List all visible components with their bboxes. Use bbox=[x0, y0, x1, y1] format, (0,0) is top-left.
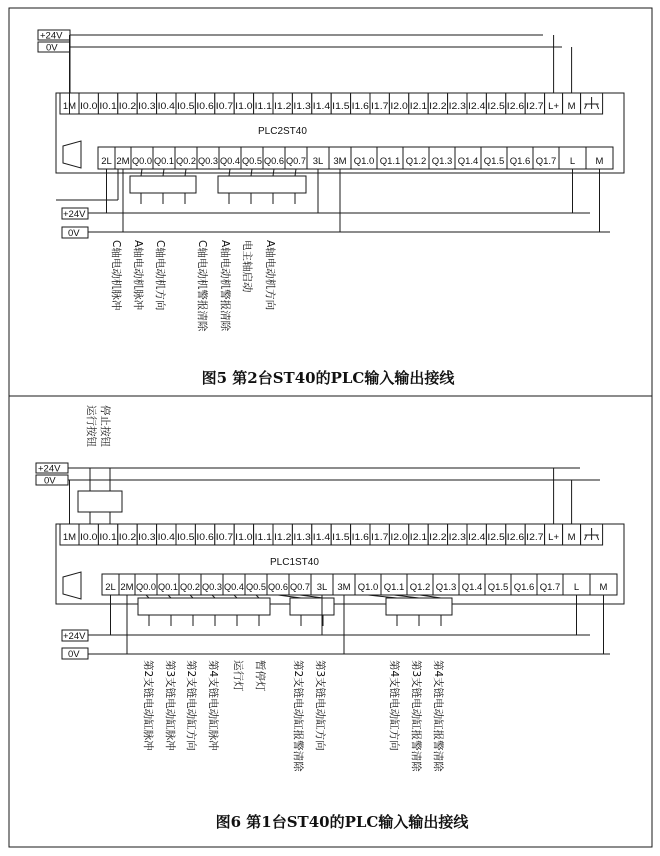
f5-bottom-terminal-label: L bbox=[569, 156, 576, 167]
f5-bottom-terminal-label: 3M bbox=[333, 156, 347, 167]
f5-lower-rail-plus-label: +24V bbox=[63, 209, 86, 220]
figure5-frame bbox=[9, 8, 652, 396]
f5-output-load-group-2 bbox=[218, 176, 306, 193]
f6-top-terminal-label: I0.6 bbox=[196, 532, 214, 543]
f5-top-terminal-label: I0.0 bbox=[80, 101, 98, 112]
f6-bottom-terminal-label: Q1.5 bbox=[487, 582, 509, 593]
f6-bottom-terminal-label: 2M bbox=[120, 582, 134, 593]
f5-top-terminal-label: I2.2 bbox=[429, 101, 447, 112]
f6-top-terminal-label: I1.3 bbox=[293, 532, 311, 543]
f5-top-terminal-label: I0.2 bbox=[118, 101, 137, 112]
f6-top-terminal-label: I2.4 bbox=[468, 532, 486, 543]
f5-lower-rail-zero-label: 0V bbox=[68, 228, 80, 239]
f6-signal-label: 运行灯 bbox=[232, 660, 244, 692]
f6-input-devices bbox=[78, 491, 122, 512]
f6-bottom-terminal-label: Q1.1 bbox=[383, 582, 405, 593]
f5-top-terminal-label: I1.2 bbox=[274, 101, 292, 112]
f5-signal-label: C轴电动机方向 bbox=[154, 240, 166, 311]
f5-bottom-terminal-label: Q1.7 bbox=[535, 156, 557, 167]
f6-top-terminal-label: I0.5 bbox=[177, 532, 195, 543]
f5-bottom-terminal-label: 2L bbox=[101, 156, 112, 167]
f5-top-terminal-label: I2.6 bbox=[506, 101, 525, 112]
f6-signal-label: 第3支链电动缸报警清除 bbox=[410, 660, 422, 772]
f5-bottom-terminal-label: Q1.6 bbox=[509, 156, 531, 167]
f6-top-terminal-label: I2.7 bbox=[526, 532, 544, 543]
f6-bottom-terminal-label: Q0.1 bbox=[158, 582, 178, 593]
f6-output-load-group-2 bbox=[290, 598, 334, 615]
f6-rail-zero-label: 0V bbox=[44, 475, 56, 487]
f5-top-terminal-label: I2.1 bbox=[409, 101, 428, 112]
f5-top-terminal-label: I2.3 bbox=[448, 101, 466, 112]
f5-bottom-terminal-label: Q0.5 bbox=[242, 156, 262, 167]
f6-caption: 图6 第1台ST40的PLC输入输出接线 bbox=[215, 813, 469, 831]
f5-top-terminal-label: I1.0 bbox=[235, 101, 253, 112]
f6-bottom-terminal-label: Q0.0 bbox=[136, 582, 156, 593]
f5-top-terminal-label: I0.4 bbox=[157, 101, 175, 112]
f5-signal-label: C轴电动机警报清除 bbox=[196, 240, 208, 332]
f6-top-terminal-label: I1.1 bbox=[254, 532, 272, 543]
f6-top-terminal-strip bbox=[60, 524, 581, 545]
f6-top-terminal-label: I1.6 bbox=[351, 532, 369, 543]
f5-bottom-terminal-label: Q1.0 bbox=[353, 156, 375, 167]
f6-top-terminal-label: I2.1 bbox=[409, 532, 428, 543]
f6-signal-label: 第2支链电动缸方向 bbox=[185, 660, 197, 751]
f6-top-terminal-label: I0.2 bbox=[118, 532, 137, 543]
f5-bottom-terminal-label: Q0.7 bbox=[286, 156, 306, 167]
f6-signal-label: 第2支链电动缸报警清除 bbox=[292, 660, 304, 772]
f6-bottom-terminal-label: Q0.7 bbox=[290, 582, 310, 593]
f5-bottom-terminal-strip bbox=[98, 147, 613, 169]
f5-top-terminal-label: I2.5 bbox=[487, 101, 505, 112]
f6-bottom-terminal-label: Q0.2 bbox=[180, 582, 200, 593]
f5-top-terminal-label: I0.7 bbox=[215, 101, 234, 112]
f6-top-terminal-label: I0.3 bbox=[138, 532, 156, 543]
f6-bottom-terminal-label: Q1.6 bbox=[513, 582, 535, 593]
f5-top-terminal-label: I0.1 bbox=[99, 101, 117, 112]
load-group-frame bbox=[290, 598, 334, 615]
f6-bottom-terminal-label: Q1.2 bbox=[409, 582, 431, 593]
f6-lower-rail-zero-label: 0V bbox=[68, 649, 80, 660]
f6-bottom-terminal-label: Q1.0 bbox=[357, 582, 379, 593]
f5-top-terminal-label: I2.4 bbox=[468, 101, 486, 112]
f6-bottom-terminal-label: Q0.4 bbox=[224, 582, 244, 593]
f6-top-terminal-label: I1.4 bbox=[312, 532, 331, 543]
f6-signal-label: 第4支链电动缸脉冲 bbox=[207, 660, 219, 751]
f6-input-device-frame bbox=[78, 491, 122, 512]
f5-signal-label: A轴电动机方向 bbox=[264, 240, 276, 311]
f5-rail-plus-label: +24V bbox=[40, 30, 63, 42]
f5-bottom-terminal-label: Q1.1 bbox=[379, 156, 401, 167]
f5-bottom-terminal-label: 2M bbox=[116, 156, 130, 167]
f5-signal-label: A轴电动机脉冲 bbox=[132, 240, 144, 311]
f6-top-terminal-label: I2.2 bbox=[429, 532, 447, 543]
f6-bottom-terminal-label: 3M bbox=[337, 582, 351, 593]
f5-rail-zero-label: 0V bbox=[46, 42, 58, 54]
f5-top-terminal-strip bbox=[60, 93, 581, 114]
f5-top-terminal-label: I1.3 bbox=[293, 101, 311, 112]
f5-bottom-terminal-label: Q0.6 bbox=[264, 156, 284, 167]
f6-top-terminal-label: I1.0 bbox=[235, 532, 253, 543]
f5-top-terminal-label: I1.6 bbox=[351, 101, 369, 112]
f6-top-terminal-label: M bbox=[567, 532, 576, 543]
f5-bottom-terminal-label: Q1.5 bbox=[483, 156, 505, 167]
f6-signal-label: 第4支链电动缸报警清除 bbox=[432, 660, 444, 772]
f5-top-terminal-label: I1.4 bbox=[312, 101, 331, 112]
f5-top-terminal-label: I1.5 bbox=[332, 101, 350, 112]
f6-top-terminal-label: I0.4 bbox=[157, 532, 175, 543]
figure6-frame bbox=[9, 396, 652, 847]
f5-plc-model: PLC2ST40 bbox=[258, 126, 307, 137]
f6-output-load-group-3 bbox=[386, 598, 452, 615]
load-group-frame bbox=[218, 176, 306, 193]
f6-signal-label: 第2支链电动缸脉冲 bbox=[142, 660, 154, 751]
f5-signal-label: 电主轴启动 bbox=[241, 240, 253, 293]
f6-bottom-terminal-label: Q0.6 bbox=[268, 582, 288, 593]
f6-bottom-terminal-label: Q0.5 bbox=[246, 582, 266, 593]
f5-ground-icon bbox=[581, 93, 603, 114]
f6-button-label: 停止按钮 bbox=[99, 405, 111, 447]
f5-bottom-terminal-label: Q0.2 bbox=[176, 156, 196, 167]
load-group-frame bbox=[130, 176, 196, 193]
f6-output-load-group-1 bbox=[138, 598, 270, 615]
f6-top-terminal-label: I2.6 bbox=[506, 532, 525, 543]
f6-bottom-terminal-label: 3L bbox=[316, 582, 328, 593]
f6-top-terminal-label: I0.1 bbox=[99, 532, 117, 543]
f5-signal-label: A轴电动机警报清除 bbox=[219, 240, 231, 332]
f5-bottom-terminal-label: Q1.2 bbox=[405, 156, 427, 167]
f6-bottom-terminal-label: L bbox=[573, 582, 580, 593]
load-group-frame bbox=[138, 598, 270, 615]
f5-top-terminal-label: I1.7 bbox=[371, 101, 389, 112]
f6-signal-label: 第4支链电动缸方向 bbox=[388, 660, 400, 751]
f5-top-terminal-label: I2.0 bbox=[390, 101, 408, 112]
f6-top-terminal-label: L+ bbox=[548, 532, 560, 543]
f6-bottom-terminal-label: Q1.3 bbox=[435, 582, 457, 593]
f6-top-terminal-label: I2.5 bbox=[487, 532, 505, 543]
f5-output-load-group-1 bbox=[130, 176, 196, 193]
f6-bottom-terminal-label: Q1.7 bbox=[539, 582, 561, 593]
f5-top-terminal-label: I1.1 bbox=[254, 101, 272, 112]
f5-bottom-terminal-label: Q0.1 bbox=[154, 156, 174, 167]
f6-top-terminal-label: I0.7 bbox=[215, 532, 234, 543]
f6-button-label: 运行按钮 bbox=[85, 405, 97, 447]
f6-top-terminal-label: 1M bbox=[62, 532, 77, 543]
f5-bottom-terminal-label: Q0.0 bbox=[132, 156, 152, 167]
f5-top-terminal-label: I2.7 bbox=[526, 101, 544, 112]
f5-top-terminal-label: I0.5 bbox=[177, 101, 195, 112]
f5-top-terminal-label: 1M bbox=[62, 101, 77, 112]
f6-ground-icon bbox=[581, 524, 603, 545]
f6-bottom-terminal-strip bbox=[102, 574, 617, 595]
f6-top-terminal-label: I1.5 bbox=[332, 532, 350, 543]
f5-top-terminal-label: M bbox=[567, 101, 576, 112]
f5-bottom-terminal-label: Q1.3 bbox=[431, 156, 453, 167]
f6-top-terminal-label: I0.0 bbox=[80, 532, 98, 543]
f5-bottom-terminal-label: M bbox=[595, 156, 604, 167]
f5-bottom-terminal-label: Q1.4 bbox=[457, 156, 479, 167]
f5-bottom-terminal-label: 3L bbox=[312, 156, 324, 167]
f5-top-terminal-label: I0.6 bbox=[196, 101, 214, 112]
f6-bottom-terminal-label: Q1.4 bbox=[461, 582, 483, 593]
f5-caption: 图5 第2台ST40的PLC输入输出接线 bbox=[201, 369, 455, 387]
f5-top-terminal-label: I0.3 bbox=[138, 101, 156, 112]
f6-top-terminal-label: I2.3 bbox=[448, 532, 466, 543]
f6-bottom-terminal-label: M bbox=[599, 582, 608, 593]
f6-top-terminal-label: I1.7 bbox=[371, 532, 389, 543]
f6-bottom-terminal-label: Q0.3 bbox=[202, 582, 222, 593]
f6-lower-rail-plus-label: +24V bbox=[63, 631, 86, 642]
load-group-frame bbox=[386, 598, 452, 615]
f5-top-terminal-label: L+ bbox=[548, 101, 560, 112]
f6-signal-label: 暂停灯 bbox=[254, 660, 266, 692]
f6-plc-model: PLC1ST40 bbox=[270, 557, 319, 568]
f5-signal-label: C轴电动机脉冲 bbox=[110, 240, 122, 311]
f6-signal-label: 第3支链电动缸脉冲 bbox=[164, 660, 176, 751]
f6-signal-label: 第3支链电动缸方向 bbox=[314, 660, 326, 751]
f6-bottom-terminal-label: 2L bbox=[105, 582, 116, 593]
f5-bottom-terminal-label: Q0.4 bbox=[220, 156, 240, 167]
f6-top-terminal-label: I1.2 bbox=[274, 532, 292, 543]
f5-bottom-terminal-label: Q0.3 bbox=[198, 156, 218, 167]
f6-top-terminal-label: I2.0 bbox=[390, 532, 408, 543]
f6-rail-plus-label: +24V bbox=[38, 463, 61, 475]
